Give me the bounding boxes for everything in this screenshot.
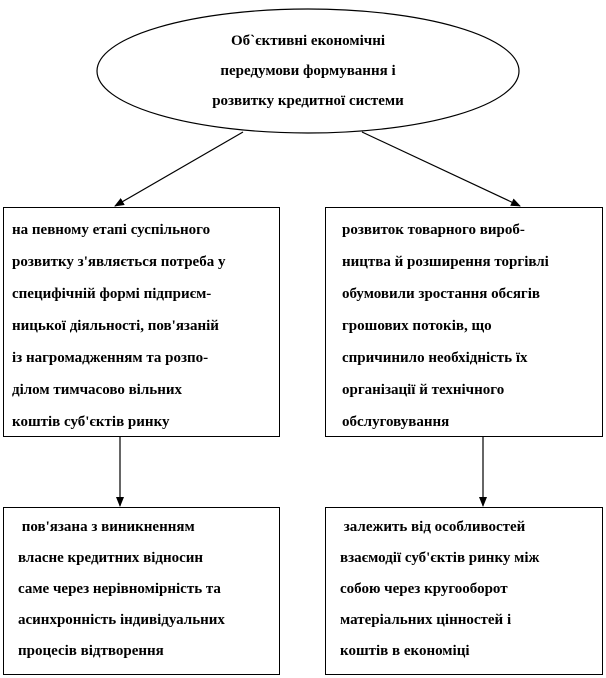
diagram-title [150,26,466,116]
box-line: специфічній формі підприєм- [12,286,212,302]
box-line: ницької діяльності, пов'язаній [12,318,219,334]
arrow-to-right-box [362,132,520,206]
box-line: ділом тимчасово вільних [12,382,182,398]
box-line: саме через нерівномірність та [18,581,221,597]
box-line: залежить від особливостей [340,519,526,535]
box-line: із нагромадженням та розпо- [12,350,209,366]
box-line: розвитку з'являється потреба у [12,254,226,270]
left-consequence-box [3,507,280,675]
box-line: організації й технічного [342,382,505,398]
box-line: взаємодії суб'єктів ринку між [340,550,540,566]
box-line: матеріальних цінностей і [340,612,512,628]
box-line: собою через кругооборот [340,581,508,597]
right-premise-box [325,207,603,437]
title-line: передумови формування і [220,63,396,79]
box-line: коштів в економіці [340,643,470,659]
box-line: пов'язана з виникненням [18,519,195,535]
box-line: коштів суб'єктів ринку [12,414,170,430]
right-consequence-box [325,507,603,675]
box-line: власне кредитних відносин [18,550,204,566]
title-line: розвитку кредитної системи [212,93,404,109]
box-line: розвиток товарного вироб- [342,222,525,238]
box-line: ництва й розширення торгівлі [342,254,549,270]
box-line: на певному етапі суспільного [12,222,211,238]
box-line: асинхронність індивідуальних [18,612,225,628]
title-line: Об`єктивні економічні [230,33,386,49]
left-premise-box [3,207,280,437]
box-line: обслуговування [342,414,450,430]
box-line: процесів відтворення [18,643,164,659]
arrow-to-left-box [115,132,243,206]
box-line: обумовили зростання обсягів [342,286,541,302]
box-line: спричинило необхідність їх [342,350,528,366]
box-line: грошових потоків, що [342,318,492,334]
